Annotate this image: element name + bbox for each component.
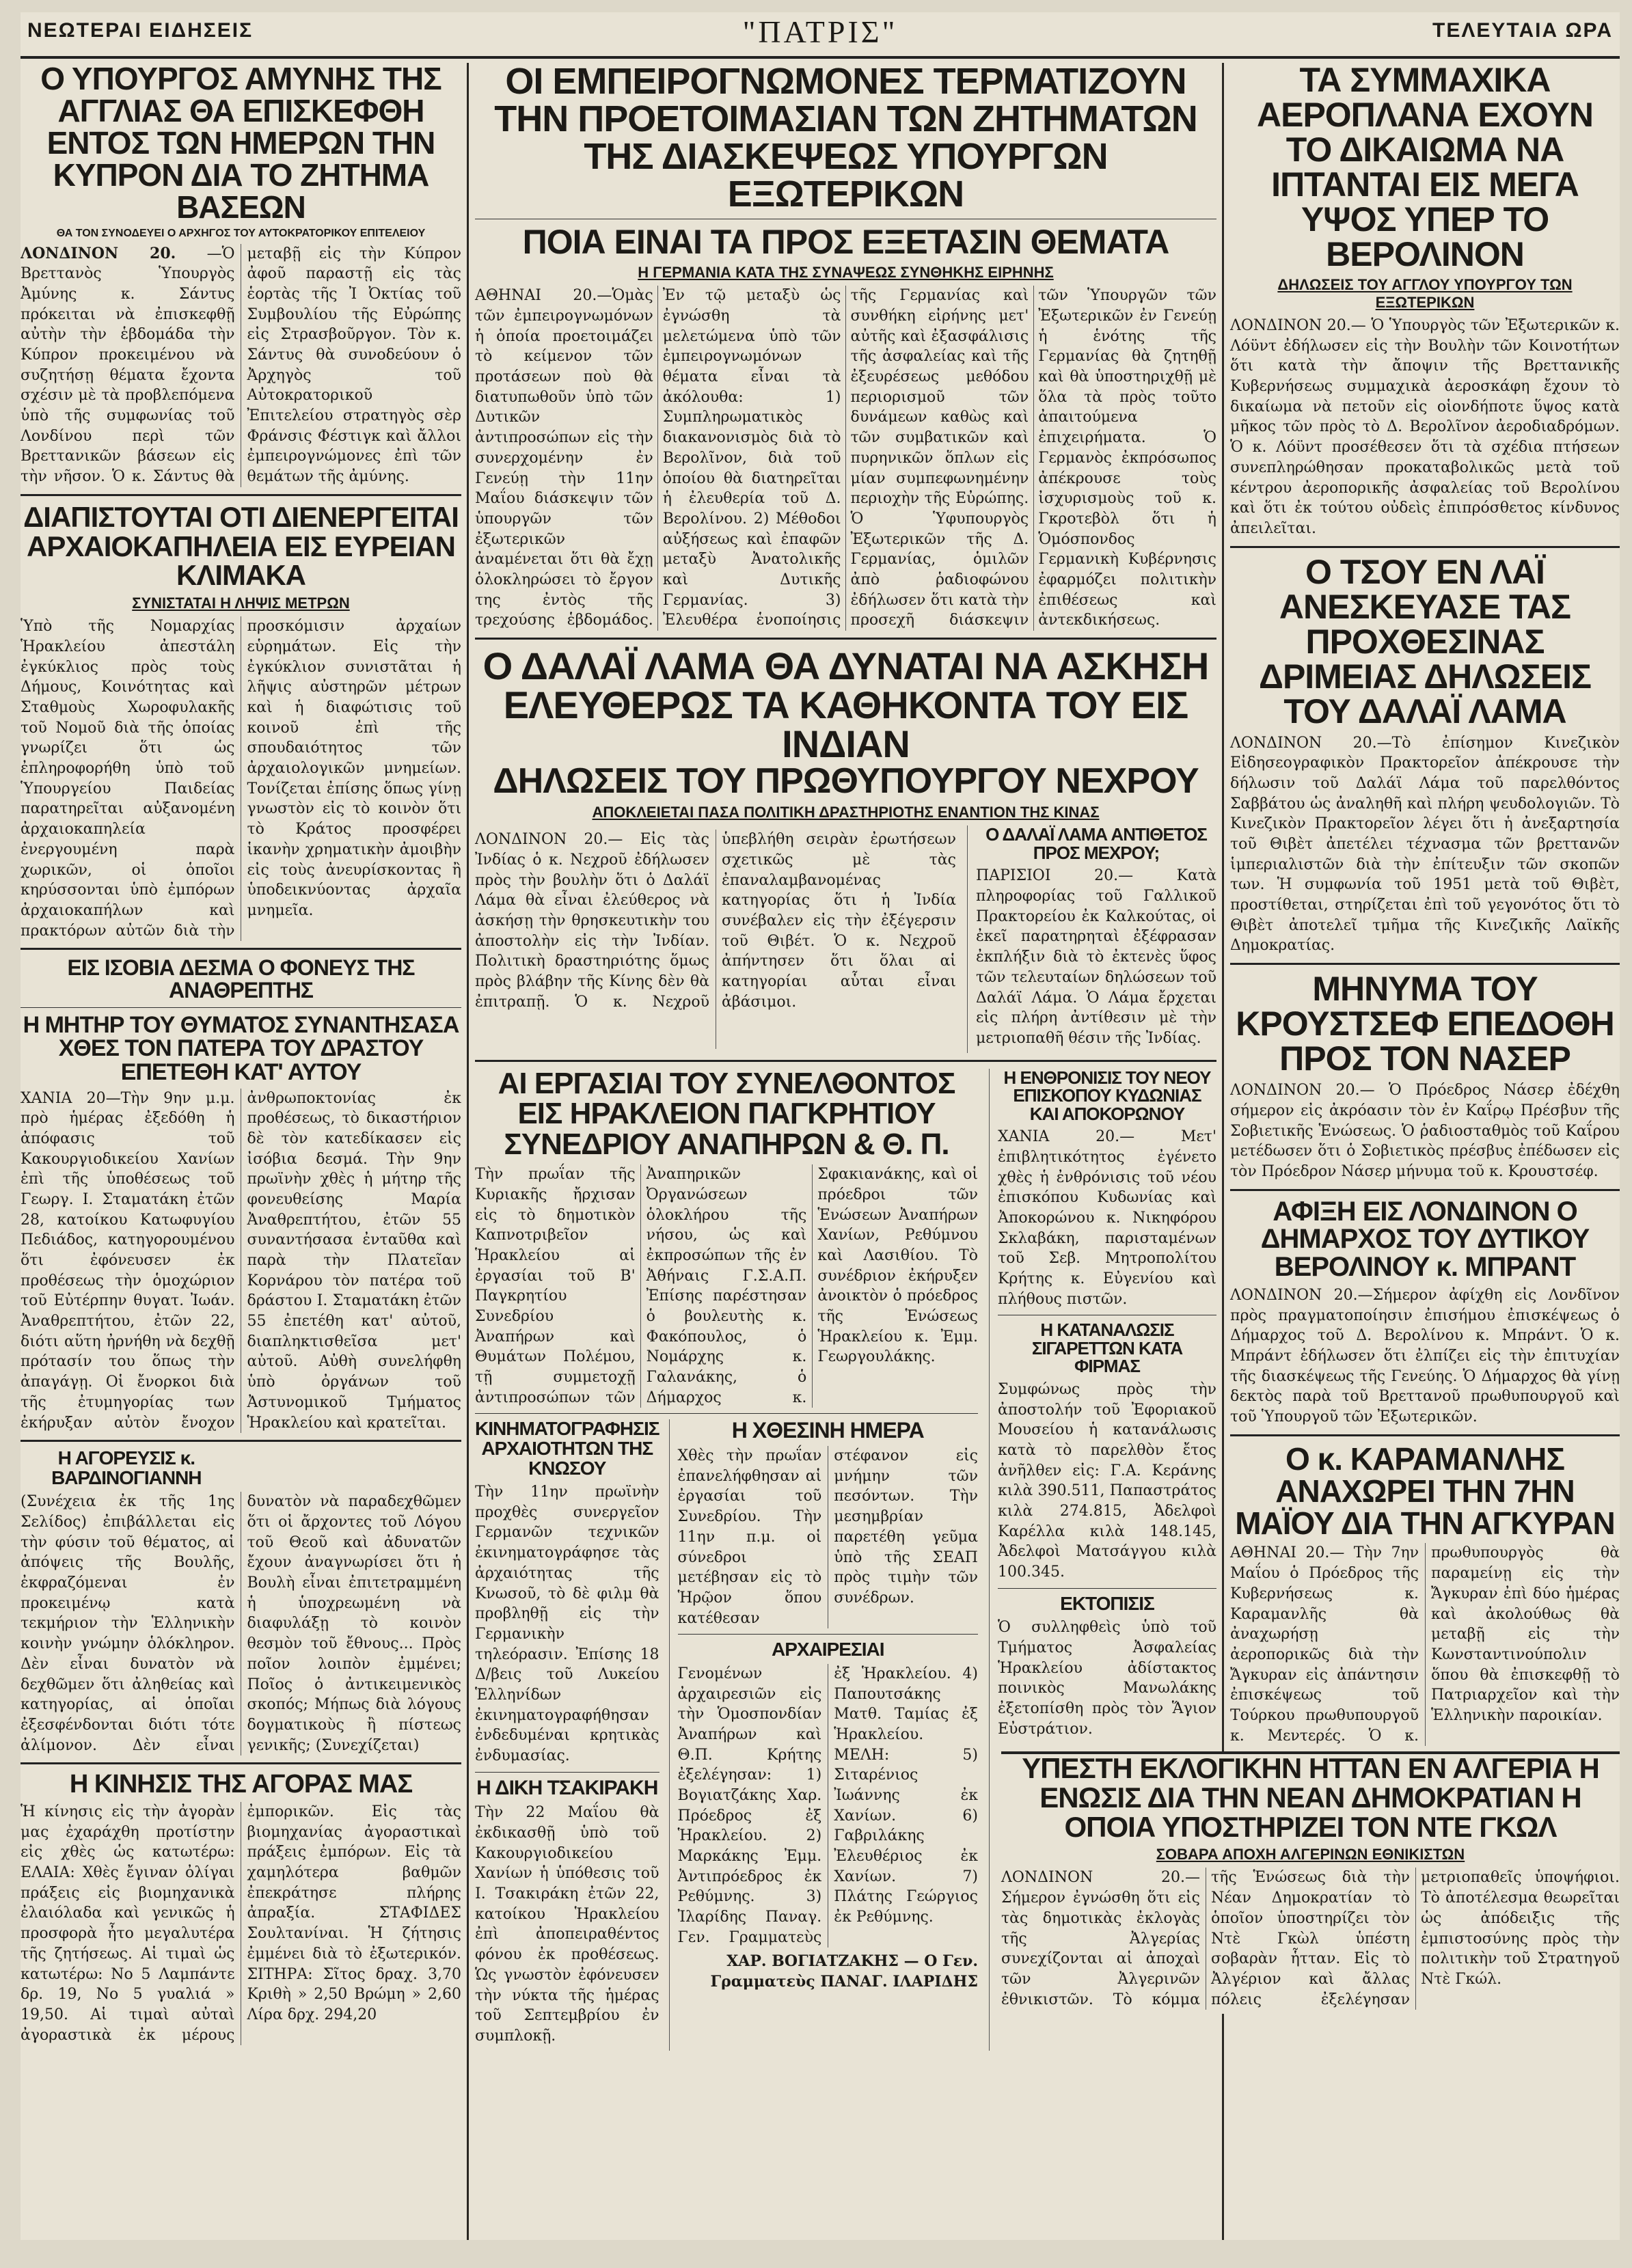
headline: Η ΧΘΕΣΙΝΗ ΗΜΕΡΑ bbox=[731, 1418, 924, 1443]
divider bbox=[475, 638, 1216, 640]
headline: ΟΙ ΕΜΠΕΙΡΟΓΝΩΜΟΝΕΣ ΤΕΡΜΑΤΙΖΟΥΝ ΤΗΝ ΠΡΟΕΤΟΙΜΑΣΙΑΝ ΤΩΝ ΖΗΤΗΜΑΤΩΝ ΤΗΣ ΔΙΑΣΚΕΨΕΩΣ ΥΠΟΥΡΓΩΝ ΕΞΩΤΕΡΙΚΩΝ bbox=[494, 61, 1197, 215]
article-experts bbox=[475, 63, 1216, 631]
article-congress bbox=[475, 1066, 978, 2051]
left-column bbox=[21, 63, 461, 2049]
article-yesterday bbox=[669, 1419, 978, 2050]
divider bbox=[1230, 1189, 1620, 1191]
headline: Ο ΥΠΟΥΡΓΟΣ ΑΜΥΝΗΣ ΤΗΣ ΑΓΓΛΙΑΣ ΘΑ ΕΠΙΣΚΕΦΘΗ ΕΝΤΟΣ ΤΩΝ ΗΜΕΡΩΝ ΤΗΝ ΚΥΠΡΟΝ ΔΙΑ ΤΟ ΖΗΤΗΜΑ ΒΑΣΕΩΝ bbox=[40, 61, 441, 225]
article-text: —Ὁ Βρεττανὸς Ὑπουργὸς Ἀμύνης κ. Σάντυς πρόκειται νὰ ἐπισκεφθῇ αὐτὴν τὴν ἑβδομάδα τὴν Κύπρον προκειμένου νὰ συζητήσῃ θέματα ἔχοντα σχέσιν μὲ τὰ προβλεπόμενα ὑπὸ τῆς συμφωνίας τοῦ Λονδίνου περὶ τῶν Βρεττανικῶν βάσεων εἰς τὴν νῆσον. Ὁ κ. Σάντυς θὰ μεταβῇ εἰς τὴν Κύπρον ἀφοῦ παραστῇ εἰς τὰς ἑορτὰς τῆς Ἰ Ὀκτίας τοῦ Συμβουλίου τῆς Εὐρώπης εἰς Στρασβοῦργον. Τὸν κ. Σάντυς θὰ συνοδεύουν ὁ Ἀρχηγὸς τοῦ Αὐτοκρατορικοῦ Ἐπιτελείου στρατηγὸς σὲρ Φράνσις Φέστιγκ καὶ ἄλλοι ἐμπειρογνώμονες ἐπὶ τῶν θεμάτων τῆς ἀμύνης. bbox=[21, 245, 461, 486]
headline: Η ΕΝΘΡΟΝΙΣΙΣ ΤΟΥ ΝΕΟΥ ΕΠΙΣΚΟΠΟΥ ΚΥΔΩΝΙΑΣ ΚΑΙ ΑΠΟΚΟΡΩΝΟΥ bbox=[1003, 1067, 1211, 1124]
article-text: ΛΟΝΔΙΝΟΝ 20.— Σήμερον ἐγνώσθη ὅτι εἰς τὰς δημοτικὰς ἐκλογὰς τῆς Ἀλγερίας συνεχίζονται αἱ ἀποχαὶ τῶν Ἀλγερινῶν ἐθνικιστῶν. Τὸ κόμμα τῆς Ἑνώσεως διὰ τὴν Νέαν Δημοκρατίαν τὸ ὁποῖον ὑποστηρίζει τὸν Ντὲ Γκὼλ ὑπέστη σοβαρὰν ἧτταν. Εἰς τὸ Ἀλγέριον καὶ ἄλλας πόλεις ἐξελέγησαν μετριοπαθεῖς ὑποψήφιοι. Τὸ ἀποτέλεσμα θεωρεῖται ὡς ἀπόδειξις τῆς ἐμπιστοσύνης πρὸς τὴν πολιτικὴν τοῦ Στρατηγοῦ Ντὲ Γκώλ. bbox=[1001, 1869, 1620, 2008]
subheadline: Η ΓΕΡΜΑΝΙΑ ΚΑΤΑ ΤΗΣ ΣΥΝΑΨΕΩΣ ΣΥΝΘΗΚΗΣ ΕΙΡΗΝΗΣ bbox=[638, 264, 1054, 282]
headline: ΜΗΝΥΜΑ ΤΟΥ ΚΡΟΥΣΤΣΕΦ ΕΠΕΔΟΘΗ ΠΡΟΣ ΤΟΝ ΝΑΣΕΡ bbox=[1236, 970, 1614, 1078]
article-text: ΧΑΝΙΑ 20—Τὴν 9ην μ.μ. πρὸ ἡμέρας ἐξεδόθη ἡ ἀπόφασις τοῦ Κακουργιοδικείου Χανίων ἐπὶ τῆς ὑποθέσεως τοῦ Γεωργ. Ι. Σταματάκη ἐτῶν 28, κατοίκου Κατωφυγίου Πεδιάδος, κατηγορουμένου ὅτι ἐφόνευσεν ἐκ προθέσεως τὴν ὁμοχώριον τοῦ Εὐτέρπην θυγατ. Ἰωάν. Ἀναθρεπτήτου, ἐτῶν 22, διότι αὕτη ἠρνήθη νὰ δεχθῇ πρότασίν του ὅπως τὴν ἀπαγάγῃ. Οἱ ἔνορκοι διὰ τῆς ἐτυμηγορίας των ἐκήρυξαν αὐτὸν ἔνοχον ἀνθρωποκτονίας ἐκ προθέσεως, τὸ δικαστήριον δὲ τὸν κατεδίκασεν εἰς ἰσόβια δεσμά. Τὴν 9ην πρωϊνὴν χθὲς ἡ μήτηρ τῆς φονευθείσης Μαρία Ἀναθρεπτήτου, ἐτῶν 55 συναντήσασα ἐνταῦθα καὶ παρὰ τὴν Πλατεῖαν Κορνάρου τὸν πατέρα τοῦ δράστου Ι. Σταματάκη ἐτῶν 55 ἐπετέθη κατ' αὐτοῦ, διαπληκτισθεῖσα μετ' αὐτοῦ. Αὐθὴ συνελήφθη ὑπὸ ὀργάνων τοῦ Ἀστυνομικοῦ Τμήματος Ἡρακλείου καὶ κρατεῖται. bbox=[21, 1089, 461, 1432]
headline-secondary: ΠΟΙΑ ΕΙΝΑΙ ΤΑ ΠΡΟΣ ΕΞΕΤΑΣΙΝ ΘΕΜΑΤΑ bbox=[522, 223, 1169, 262]
article-text: Γενομένων ἀρχαιρεσιῶν εἰς τὴν Ὁμοσπονδίαν Ἀναπήρων καὶ Θ.Π. Κρήτης ἐξελέγησαν: 1) Βογιατζάκης Χαρ. Πρόεδρος ἐξ Ἡρακλείου. 2) Μαρκάκης Ἐμμ. Ἀντιπρόεδρος ἐκ Ρεθύμνης. 3) Ἰλαρίδης Παναγ. Γεν. Γραμματεὺς ἐξ Ἡρακλείου. 4) Παπουτσάκης Ματθ. Ταμίας ἐξ Ἡρακλείου. ΜΕΛΗ: 5) Σιταρένιος Ἰωάννης ἐκ Χανίων. 6) Γαβριλάκης Ἐλευθέριος ἐκ Χανίων. 7) Πλάτης Γεώργιος ἐκ Ρεθύμνης. bbox=[677, 1665, 978, 1946]
article-text: Ἡ κίνησις εἰς τὴν ἀγορὰν μας ἐχαράχθη προτίστην εἰς χθὲς ὡς κατωτέρω: ΕΛΑΙΑ: Χθὲς ἔγιναν ὀλίγαι πράξεις εἰς βιομηχανικὰ ἐλαιόλαδα καὶ γενικῶς ἡ προσφορὰ ἦτο μεγαλυτέρα τῆς ζητήσεως. Αἱ τιμαὶ ὡς κατωτέρω: Νο 5 Λαμπάντε δρ. 19, Νο 5 γυαλιά » 19,50. Αἱ τιμαὶ αὐταὶ ἀγοραστικὰ ἐκ μέρους ἐμπορικῶν. Εἰς τὰς βιομηχανίας ἀγοραστικαὶ πράξεις ἐμπόρων. Εἰς τὰ χαμηλότερα βαθμῶν ἐπεκράτησε πλήρης ἀπραξία. ΣΤΑΦΙΔΕΣ Σουλτανίναι. Ἡ ζήτησις ἐμμένει διὰ τὸ ἐξωτερικόν. ΣΙΤΗΡΑ: Σῖτος δραχ. 3,70 Κριθὴ » 2,50 Βρώμη » 2,60 Λίρα δρχ. 294,20 bbox=[21, 1803, 461, 2044]
side-article bbox=[967, 825, 1216, 1052]
article-defence-minister bbox=[21, 63, 461, 487]
article-text: ΧΑΝΙΑ 20.— Μετ' ἐπιβλητικότητος ἐγένετο χθὲς ἡ ἐνθρόνισις τοῦ νέου ἐπισκόπου Κυδωνίας καὶ Ἀποκορώνου κ. Νικηφόρου Σκλαβάκη, παρισταμένων τοῦ Σεβ. Μητροπολίτου Κρήτης κ. Εὐγενίου καὶ πλήθους πιστῶν. bbox=[998, 1128, 1216, 1308]
headline: Ο κ. ΚΑΡΑΜΑΝΛΗΣ ΑΝΑΧΩΡΕΙ ΤΗΝ 7ΗΝ ΜΑΪΟΥ ΔΙΑ ΤΗΝ ΑΓΚΥΡΑΝ bbox=[1235, 1440, 1615, 1541]
article-filming bbox=[475, 1419, 659, 2050]
headline: ΥΠΕΣΤΗ ΕΚΛΟΓΙΚΗΝ ΗΤΤΑΝ ΕΝ ΑΛΓΕΡΙΑ Η ΕΝΩΣΙΣ ΔΙΑ ΤΗΝ ΝΕΑΝ ΔΗΜΟΚΡΑΤΙΑΝ Η ΟΠΟΙΑ ΥΠΟΣΤΗΡΙΖΕΙ ΤΟΝ ΝΤΕ ΓΚΩΛ bbox=[1022, 1752, 1599, 1843]
article-text: Τὴν πρωΐαν τῆς Κυριακῆς ἤρχισαν εἰς τὸ δημοτικὸν Καπνοτριβεῖον Ἡρακλείου αἱ ἐργασίαι τοῦ Β' Παγκρητίου Συνεδρίου Ἀναπήρων καὶ Θυμάτων Πολέμου, τῇ συμμετοχῇ ἀντιπροσώπων τῶν Ἀναπηρικῶν Ὀργανώσεων ὁλοκλήρου τῆς νήσου, ὡς καὶ ἐκπροσώπων τῆς ἐν Ἀθήναις Γ.Σ.Α.Π. Ἐπίσης παρέστησαν ὁ βουλευτὴς κ. Φακόπουλος, ὁ Νομάρχης κ. Γαλανάκης, ὁ Δήμαρχος κ. Σφακιανάκης, καὶ οἱ πρόεδροι τῶν Ἑνώσεων Ἀναπήρων Χανίων, Ρεθύμνου καὶ Λασιθίου. Τὸ συνέδριον ἐκήρυξεν ἀνοικτὸν ὁ πρόεδρος τῆς Ἑνώσεως Ἡρακλείου κ. Ἐμμ. Γεωργουλάκης. bbox=[475, 1166, 978, 1406]
column-rule bbox=[467, 63, 469, 2240]
divider bbox=[21, 948, 461, 950]
headline: Η ΔΙΚΗ ΤΣΑΚΙΡΑΚΗ bbox=[476, 1776, 658, 1799]
headline: ΑΡΧΑΙΡΕΣΙΑΙ bbox=[772, 1639, 884, 1661]
article-murder-sentence bbox=[21, 957, 461, 1433]
article-market bbox=[21, 1771, 461, 2045]
article-text: ΛΟΝΔΙΝΟΝ 20.—Σήμερον ἀφίχθη εἰς Λονδῖνον πρὸς πραγματοποίησιν ἐπισήμου ἐπισκέψεως ὁ Δήμαρχος τοῦ Δ. Βερολίνου κ. Μπράντ. Ὁ κ. Μπράντ ἐδήλωσεν ὅτι ἐλπίζει εἰς τὴν ἐπιτυχίαν τῆς διασκέψεως τῆς Γενεύης. Ὁ Δήμαρχος θὰ γίνῃ δεκτὸς παρὰ τοῦ Βρεττανοῦ πρωθυπουργοῦ καὶ τοῦ Ὑπουργοῦ τῶν Ἐξωτερικῶν. bbox=[1230, 1286, 1620, 1426]
divider bbox=[21, 1762, 461, 1764]
article-text: Τὴν 22 Μαΐου θὰ ἐκδικασθῇ ὑπὸ τοῦ Κακουργιοδικείου Χανίων ἡ ὑπόθεσις τοῦ Ι. Τσακιράκη ἐτῶν 22, κατοίκου Ἡρακλείου ἐπὶ ἀποπειραθέντος φόνου ἐκ προθέσεως. Ὡς γνωστὸν ἐφόνευσεν τὴν νύκτα τῆς ἡμέρας τοῦ Σεπτεμβρίου ἐν συμπλοκῇ. bbox=[475, 1804, 659, 2045]
headline: Η ΑΓΟΡΕΥΣΙΣ κ. ΒΑΡΔΙΝΟΓΙΑΝΝΗ bbox=[51, 1447, 202, 1488]
headline-secondary: Η ΜΗΤΗΡ ΤΟΥ ΘΥΜΑΤΟΣ ΣΥΝΑΝΤΗΣΑΣΑ ΧΘΕΣ ΤΟΝ ΠΑΤΕΡΑ ΤΟΥ ΔΡΑΣΤΟΥ ΕΠΕΤΕΘΗ ΚΑΤ' ΑΥΤΟΥ bbox=[23, 1011, 459, 1085]
section-label-right: ΤΕΛΕΥΤΑΙΑ ΩΡΑ bbox=[1432, 19, 1613, 42]
masthead bbox=[21, 12, 1620, 59]
dateline: ΛΟΝΔΙΝΟΝ 20. bbox=[21, 244, 176, 262]
article-row bbox=[475, 825, 1216, 1052]
divider bbox=[21, 494, 461, 496]
article-text: ΛΟΝΔΙΝΟΝ 20.— Ὁ Ὑπουργὸς τῶν Ἐξωτερικῶν κ. Λόϋντ ἐδήλωσεν εἰς τὴν Βουλὴν τῶν Κοινοτήτων ὅτι κατὰ τὴν ἄποψιν τῆς Βρεττανικῆς Κυβερνήσεως συμμαχικὰ ἀεροσκάφη ἔχουν τὸ δικαίωμα νὰ πετοῦν εἰς οἱονδήποτε ὕψος κατὰ μῆκος τῶν πρὸς τὸ Δ. Βερολῖνον ἀεροδιαδρόμων. Ὁ κ. Λόϋντ προσέθεσεν ὅτι τὰ σχέδια πτήσεων συνεπληρώθησαν προκαταβολικῶς μετὰ τοῦ κέντρου ἀεροπορικῆς ἀσφαλείας τοῦ Βερολίνου καὶ ὅτι ἐκ τούτου οὐδεὶς ἐπιπρόσθετος κίνδυνος ἀπειλεῖται. bbox=[1230, 317, 1620, 537]
section-label-left: ΝΕΩΤΕΡΑΙ ΕΙΔΗΣΕΙΣ bbox=[27, 19, 254, 42]
right-column bbox=[1230, 63, 1620, 1750]
subheadline: ΣΟΒΑΡΑ ΑΠΟΧΗ ΑΛΓΕΡΙΝΩΝ ΕΘΝΙΚΙΣΤΩΝ bbox=[1156, 1846, 1465, 1863]
article-algeria bbox=[1001, 1751, 1620, 2014]
headline: ΚΙΝΗΜΑΤΟΓΡΑΦΗΣΙΣ ΑΡΧΑΙΟΤΗΤΩΝ ΤΗΣ ΚΝΩΣΟΥ bbox=[475, 1418, 659, 1479]
headline: Ο ΔΑΛΑΪ ΛΑΜΑ ΑΝΤΙΘΕΤΟΣ ΠΡΟΣ ΜΕΧΡΟΥ; bbox=[985, 824, 1207, 863]
article-karamanlis bbox=[1230, 1440, 1620, 1747]
article-text: ΛΟΝΔΙΝΟΝ 20.—Τὸ ἐπίσημον Κινεζικὸν Εἰδησεογραφικὸν Πρακτορεῖον ἀπέκρουσε τὴν δήλωσιν τοῦ Δαλάϊ Λάμα τοῦ παρελθόντος Σαββάτου ὡς ἀναληθῆ καὶ πλήρη ψευδολογιῶν. Τὸ Κινεζικὸν Πρακτορεῖον λέγει ὅτι ἡ ἀνεξαρτησία τοῦ Θιβὲτ ἀπετέλει τέχνασμα τῶν βρεττανῶν ἱμπεριαλιστῶν διὰ τὴν ἐπίτευξιν τῶν σκοπῶν των. Ἡ συμφωνία τοῦ 1951 μετὰ τοῦ Θιβὲτ, προστίθεται, στηρίζεται ἐπὶ τοῦ γεγονότος ὅτι τὸ Θιβὲτ ἀποτελεῖ τμῆμα τῆς Κινεζικῆς Λαϊκῆς Δημοκρατίας. bbox=[1230, 734, 1620, 955]
article-text: ΑΘΗΝΑΙ 20.— Τὴν 7ην Μαΐου ὁ Πρόεδρος τῆς Κυβερνήσεως κ. Καραμανλῆς θὰ ἀναχωρήσῃ ἀεροπορικῶς διὰ τὴν Ἄγκυραν εἰς ἀπάντησιν ἐπισκέψεως τοῦ Τούρκου πρωθυπουργοῦ κ. Μεντερές. Ὁ κ. πρωθυπουργὸς θὰ παραμείνῃ εἰς τὴν Ἄγκυραν ἐπὶ δύο ἡμέρας καὶ ἀκολούθως θὰ μεταβῇ εἰς τὴν Κωνσταντινούπολιν ὅπου θὰ ἐπισκεφθῇ τὸ Πατριαρχεῖον καὶ τὴν Ἑλληνικὴν παροικίαν. bbox=[1230, 1544, 1620, 1745]
article-body bbox=[21, 244, 461, 487]
article-allied-planes bbox=[1230, 63, 1620, 539]
article-text: Ὁ συλληφθεὶς ὑπὸ τοῦ Τμήματος Ἀσφαλείας Ἡρακλείου ἀδίστακτος ποινικὸς Μανωλάκης ἐξετοπίσθη πρὸς τὸν Ἅγιον Εὐστράτιον. bbox=[998, 1619, 1216, 1738]
headline-line2: ΕΛΕΥΘΕΡΩΣ ΤΑ ΚΑΘΗΚΟΝΤΑ ΤΟΥ ΕΙΣ ΙΝΔΙΑΝ bbox=[503, 683, 1188, 766]
article-khrushchev bbox=[1230, 972, 1620, 1181]
sub-row bbox=[475, 1419, 978, 2050]
headline: Η ΚΙΝΗΣΙΣ ΤΗΣ ΑΓΟΡΑΣ ΜΑΣ bbox=[69, 1770, 413, 1799]
article-text: (Συνέχεια ἐκ τῆς 1ης Σελίδος) ἐπιβάλλεται εἰς τὴν φύσιν τοῦ θέματος, αἱ ἀπόψεις τῆς Βουλῆς, ἐκφραζόμεναι ἐν προκειμένῳ κατὰ τεκμήριον τὴν Ἑλληνικὴν κοινὴν γνώμην ὁλόκληρον. Δὲν εἶναι δυνατὸν νὰ δεχθῶμεν ὅτι ἀληθείας καὶ κατηγορίας, αἱ ὁποῖαι ἐξεσφένδονται διότι τότε ἀλίμονον. Δὲν εἶναι δυνατὸν νὰ παραδεχθῶμεν ὅτι οἱ ἄρχοντες τοῦ Λόγου τοῦ Θεοῦ καὶ ἀδυνατῶν ἔχουν ἀναγνωρίσει ὅτι ἡ Βουλὴ εἶναι ἐπιτετραμμένη ἡ ὑποχρεωμένη νὰ διαφυλάξῃ τὸ κοινὸν θεσμὸν τοῦ ἔθνους... Πρὸς ποῖον λοιπὸν ἐμμένει; Ποῖος ὁ ἀντικειμενικὸς σκοπός; Μήπως διὰ λόγους δογματικοὺς ἢ πίστεως γενικῆς; (Συνεχίζεται) bbox=[21, 1493, 461, 1754]
article-antiquities bbox=[21, 500, 461, 941]
article-speech bbox=[21, 1449, 461, 1755]
subheadline: ΣΥΝΙΣΤΑΤΑΙ Η ΛΗΨΙΣ ΜΕΤΡΩΝ bbox=[132, 595, 350, 612]
headline: ΑΦΙΞΗ ΕΙΣ ΛΟΝΔΙΝΟΝ Ο ΔΗΜΑΡΧΟΣ ΤΟΥ ΔΥΤΙΚΟΥ ΒΕΡΟΛΙΝΟΥ κ. ΜΠΡΑΝΤ bbox=[1260, 1196, 1590, 1283]
newspaper-page bbox=[21, 12, 1620, 2240]
divider bbox=[21, 1440, 461, 1442]
headline: ΑΙ ΕΡΓΑΣΙΑΙ ΤΟΥ ΣΥΝΕΛΘΟΝΤΟΣ ΕΙΣ ΗΡΑΚΛΕΙΟΝ ΠΑΓΚΡΗΤΙΟΥ ΣΥΝΕΔΡΙΟΥ ΑΝΑΠΗΡΩΝ & Θ. Π. bbox=[498, 1066, 955, 1162]
headline: ΕΚΤΟΠΙΣΙΣ bbox=[1060, 1592, 1154, 1614]
headline: Ο ΔΑΛΑΪ ΛΑΜΑ ΘΑ ΔΥΝΑΤΑΙ ΝΑ ΑΣΚΗΣΗ bbox=[482, 644, 1209, 687]
divider bbox=[1230, 546, 1620, 548]
subheadline: ΔΗΛΩΣΕΙΣ ΤΟΥ ΑΓΓΛΟΥ ΥΠΟΥΡΓΟΥ ΤΩΝ ΕΞΩΤΕΡΙΚΩΝ bbox=[1277, 276, 1573, 311]
divider bbox=[1230, 963, 1620, 965]
signature: ΧΑΡ. ΒΟΓΙΑΤΖΑΚΗΣ — Ο Γεν. Γραμματεὺς ΠΑΝΑΓ. ΙΛΑΡΙΔΗΣ bbox=[710, 1952, 978, 1991]
article-chou-en-lai bbox=[1230, 552, 1620, 957]
article-text: Τὴν 11ην πρωϊνὴν προχθὲς συνεργεῖον Γερμανῶν τεχνικῶν ἐκινηματογράφησε τὰς ἀρχαιότητας τῆς Κνωσοῦ, τὸ δὲ φιλμ θὰ προβληθῇ εἰς τὴν Γερμανικὴν τηλεόρασιν. Ἐπίσης 18 Δ/βεις τοῦ Λυκείου Ἑλληνίδων ἐκινηματογραφήθησαν ἐνδεδυμέναι κρητικὰς ἐνδυμασίας. bbox=[475, 1484, 659, 1765]
headline: ΤΑ ΣΥΜΜΑΧΙΚΑ ΑΕΡΟΠΛΑΝΑ ΕΧΟΥΝ ΤΟ ΔΙΚΑΙΩΜΑ ΝΑ ΙΠΤΑΝΤΑΙ ΕΙΣ ΜΕΓΑ ΥΨΟΣ ΥΠΕΡ ΤΟ ΒΕΡΟΛΙΝΟΝ bbox=[1256, 61, 1594, 273]
subheadline: ΑΠΟΚΛΕΙΕΤΑΙ ΠΑΣΑ ΠΟΛΙΤΙΚΗ ΔΡΑΣΤΗΡΙΟΤΗΣ ΕΝΑΝΤΙΟΝ ΤΗΣ ΚΙΝΑΣ bbox=[592, 804, 1100, 821]
divider bbox=[1230, 1434, 1620, 1436]
headline: ΔΙΑΠΙΣΤΟΥΤΑΙ ΟΤΙ ΔΙΕΝΕΡΓΕΙΤΑΙ ΑΡΧΑΙΟΚΑΠΗΛΕΙΑ ΕΙΣ ΕΥΡΕΙΑΝ ΚΛΙΜΑΚΑ bbox=[23, 500, 459, 592]
headline: ΕΙΣ ΙΣΟΒΙΑ ΔΕΣΜΑ Ο ΦΟΝΕΥΣ ΤΗΣ ΑΝΑΘΡΕΠΤΗΣ bbox=[67, 955, 415, 1002]
headline: Η ΚΑΤΑΝΑΛΩΣΙΣ ΣΙΓΑΡΕΤΤΩΝ ΚΑΤΑ ΦΙΡΜΑΣ bbox=[1031, 1320, 1183, 1377]
article-dalai-lama bbox=[475, 646, 1216, 1053]
article-text: Ὑπὸ τῆς Νομαρχίας Ἡρακλείου ἀπεστάλη ἐγκύκλιος πρὸς τοὺς Δήμους, Κοινότητας καὶ Σταθμοὺς Χωροφυλακῆς τοῦ Νομοῦ διὰ τῆς ὁποίας γνωρίζει ὅτι ὡς ἐπληροφορήθη ὑπὸ τοῦ Ὑπουργείου Παιδείας παρατηρεῖται αὐξανομένη ἀρχαιοκαπηλεία ἐνεργουμένη παρὰ χωρικῶν, οἱ ὁποῖοι κηρύσσονται ὑπὸ ἐμπόρων ἀρχαιοκαπήλων καὶ πρακτόρων αὐτῶν διὰ τὴν προσκόμισιν ἀρχαίων εὑρημάτων. Εἰς τὴν ἐγκύκλιον συνιστᾶται ἡ λῆψις αὐστηρῶν μέτρων καὶ ἡ διαφώτισις τοῦ κοινοῦ ἐπὶ τῆς σπουδαιότητος τῶν ἀρχαιολογικῶν μνημείων. Τονίζεται ἐπίσης ὅπως γίνῃ γνωστὸν εἰς τὸ κοινὸν ὅτι τὸ Κράτος προσφέρει ἱκανὴν χρηματικὴν ἀμοιβὴν εἰς τοὺς ἀνευρίσκοντας ἢ ὑποδεικνύοντας ἀρχαῖα μνημεῖα. bbox=[21, 618, 461, 940]
article-text: Χθὲς τὴν πρωΐαν ἐπανελήφθησαν αἱ ἐργασίαι τοῦ Συνεδρίου. Τὴν 11ην π.μ. οἱ σύνεδροι μετέβησαν εἰς τὸ Ἡρῷον ὅπου κατέθεσαν στέφανον εἰς μνήμην τῶν πεσόντων. Τὴν μεσημβρίαν παρετέθη γεῦμα ὑπὸ τῆς ΣΕΑΠ πρὸς τιμὴν τῶν συνέδρων. bbox=[677, 1447, 978, 1627]
article-text: ΛΟΝΔΙΝΟΝ 20.— Εἰς τὰς Ἰνδίας ὁ κ. Νεχροῦ ἐδήλωσεν πρὸς τὴν βουλὴν ὅτι ὁ Δαλάϊ Λάμα θὰ εἶναι ἐλεύθερος νὰ ἀσκήσῃ τὴν θρησκευτικὴν του ἀποστολὴν εἰς τὴν Ἰνδίαν. Πολιτικὴ δραστηριότης ὅμως πρὸς βλάβην τῆς Κίνης δὲν θὰ ἐπιτραπῇ. Ὁ κ. Νεχροῦ ὑπεβλήθη σειρὰν ἐρωτήσεων σχετικῶς μὲ τὰς ἐπαναλαμβανομένας κατηγορίας ὅτι ἡ Ἰνδία συνέβαλεν εἰς τὴν ἐξέγερσιν τοῦ Θιβέτ. Ὁ κ. Νεχροῦ ἀπήντησεν ὅτι ὅλαι αἱ κατηγορίαι αὗται εἶναι ἀβάσιμοι. bbox=[475, 831, 956, 1011]
article-text: ΑΘΗΝΑΙ 20.—Ὁμὰς τῶν ἐμπειρογνωμόνων ἡ ὁποία προετοιμάζει τὸ κείμενον τῶν προτάσεων ποὺ θὰ διατυπωθοῦν ὑπὸ τῶν Δυτικῶν ἀντιπροσώπων εἰς τὴν συνερχομένην ἐν Γενεύῃ τὴν 11ην Μαΐου διάσκεψιν τῶν ὑπουργῶν τῶν ἐξωτερικῶν ἀναμένεται ὅτι θὰ ἔχῃ ὁλοκληρώσει τὸ ἔργον της ἐντὸς τῆς τρεχούσης ἑβδομάδος. Ἐν τῷ μεταξὺ ὡς ἐγνώσθη τὰ μελετώμενα ὑπὸ τῶν ἐμπειρογνωμόνων θέματα εἶναι τὰ ἀκόλουθα: 1) Συμπληρωματικὸς διακανονισμὸς διὰ τὸ Βερολῖνον, διὰ τοῦ ὁποίου θὰ διατηρεῖται ἡ ἐλευθερία τοῦ Δ. Βερολίνου. 2) Μέθοδοι αὐξήσεως καὶ ἐπαφῶν μεταξὺ Ἀνατολικῆς καὶ Δυτικῆς Γερμανίας. 3) Ἐλευθέρα ἑνοποίησις τῆς Γερμανίας καὶ συνθήκη εἰρήνης μετ' αὐτῆς καὶ ἐξασφάλισις τῆς ἀσφαλείας καὶ τῆς ἐξευρέσεως μεθόδου περιορισμοῦ τῶν δυνάμεων καθὼς καὶ τῶν συμβατικῶν καὶ πυρηνικῶν ὅπλων εἰς μίαν συμπεφωνημένην περιοχὴν τῆς Εὐρώπης. Ὁ Ὑφυπουργὸς Ἐξωτερικῶν τῆς Δ. Γερμανίας, ὁμιλῶν ἀπὸ ῥαδιοφώνου ἐδήλωσεν ὅτι κατὰ τὴν προσεχῆ διάσκεψιν τῶν Ὑπουργῶν τῶν Ἐξωτερικῶν ἐν Γενεύῃ ἡ ἑνότης τῆς Γερμανίας θὰ ζητηθῇ καὶ θὰ ὑποστηριχθῇ μὲ ὅλα τὰ πρὸς τοῦτο ἀπαιτούμενα ἐπιχειρήματα. Ὁ Γερμανὸς ἐκπρόσωπος ἀπέκρουσε τοὺς ἰσχυρισμοὺς τοῦ κ. Γκροτεβὸλ ὅτι ἡ Ὁμόσπονδος Γερμανικὴ Κυβέρνησις ἐφαρμόζει πολιτικὴν ἐπιθέσεως καὶ ἀντεκδικήσεως. bbox=[475, 287, 1216, 629]
article-text: ΠΑΡΙΣΙΟΙ 20.— Κατὰ πληροφορίας τοῦ Γαλλικοῦ Πρακτορείου ἐκ Καλκούτας, οἱ ἐκεῖ παρατηρηταὶ ἐξέφρασαν ἐκπλήξιν διὰ τὸ ἐκτενὲς ὕφος τῶν τελευταίων δηλώσεων τοῦ Δαλάϊ Λάμα. Ὁ Λάμα ἔρχεται εἰς πλήρη ἀντίθεσιν μὲ τὴν μετριοπαθῆ θέσιν τῆς Ἰνδίας. bbox=[976, 867, 1216, 1047]
divider bbox=[475, 1060, 1216, 1062]
divider bbox=[475, 1772, 659, 1773]
divider bbox=[475, 1413, 978, 1414]
article-brandt bbox=[1230, 1198, 1620, 1427]
article-text: ΛΟΝΔΙΝΟΝ 20.— Ὁ Πρόεδρος Νάσερ ἐδέχθη σήμερον εἰς ἀκρόασιν τὸν ἐν Καΐρῳ Πρέσβυν τῆς Σοβιετικῆς Ἑνώσεως. Ὁ ῥαδιοσταθμὸς τοῦ Καΐρου μετέδωσεν ὅτι ὁ Σοβιετικὸς πρέσβυς ἐπέδωσεν εἰς τὸν Πρόεδρον Νάσερ μήνυμα τοῦ κ. Κρουστσέφ. bbox=[1230, 1082, 1620, 1180]
divider bbox=[998, 1588, 1216, 1589]
headline: Ο ΤΣΟΥ ΕΝ ΛΑΪ ΑΝΕΣΚΕΥΑΣΕ ΤΑΣ ΠΡΟΧΘΕΣΙΝΑΣ ΔΡΙΜΕΙΑΣ ΔΗΛΩΣΕΙΣ ΤΟΥ ΔΑΛΑΪ ΛΑΜΑ bbox=[1259, 552, 1591, 730]
subheadline: ΘΑ ΤΟΝ ΣΥΝΟΔΕΥΕΙ Ο ΑΡΧΗΓΟΣ ΤΟΥ ΑΥΤΟΚΡΑΤΟΡΙΚΟΥ ΕΠΙΤΕΛΕΙΟΥ bbox=[56, 227, 426, 239]
divider bbox=[21, 1007, 461, 1008]
article-text: Συμφώνως πρὸς τὴν ἀποστολήν τοῦ Ἐφοριακοῦ Μουσείου ἡ κατανάλωσις κατὰ τὸ παρελθὸν ἔτος ἀνῆλθεν εἰς: Γ.Α. Κεράνης κιλὰ 390.511, Παπαστράτος κιλὰ 274.815, Ἀδελφοὶ Καρέλλα κιλὰ 148.145, Ἀδελφοὶ Ματσάγγου κιλὰ 100.345. bbox=[998, 1380, 1216, 1581]
headline-line3: ΔΗΛΩΣΕΙΣ ΤΟΥ ΠΡΩΘΥΠΟΥΡΓΟΥ ΝΕΧΡΟΥ bbox=[493, 761, 1199, 802]
divider bbox=[678, 1634, 978, 1635]
newspaper-title: "ΠΑΤΡΙΣ" bbox=[742, 14, 898, 49]
